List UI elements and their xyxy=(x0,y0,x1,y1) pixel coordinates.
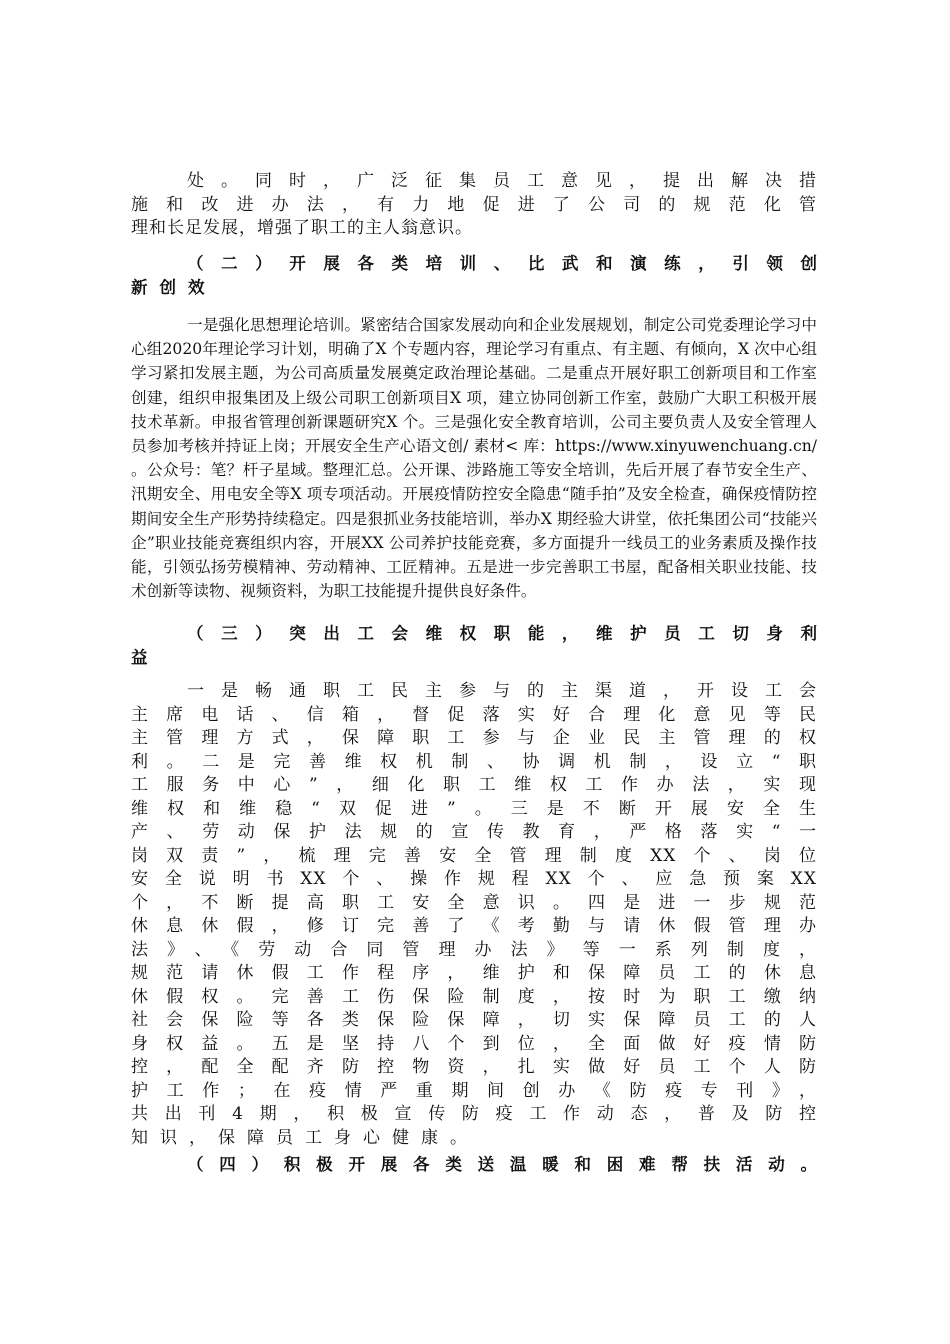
text-line: 主席电话、信箱，督促落实好合理化意见等民 xyxy=(131,704,817,725)
heading-line: 新创效 xyxy=(131,278,217,297)
text-line: 维权和维稳“双促进”。三是不断开展安全生 xyxy=(131,798,817,819)
text-line: 岗双责”，梳理完善安全管理制度XX个、岗位 xyxy=(131,845,817,866)
text-line: 理和长足发展，增强了职工的主人翁意识。 xyxy=(131,218,473,238)
heading-line: （三）突出工会维权职能，维护员工切身利 xyxy=(187,624,817,643)
text-line: 休息休假，修订完善了《考勤与请休假管理办 xyxy=(131,916,817,936)
text-line: 法》、《劳动合同管理办法》等一系列制度， xyxy=(131,939,817,960)
section-heading-4 xyxy=(131,1153,817,1177)
text-line: 主管理方式，保障职工参与企业民主管理的权 xyxy=(131,728,817,748)
document-page xyxy=(131,0,817,1344)
text-line: 安全说明书XX个、操作规程XX个、应急预案XX xyxy=(131,869,817,889)
text-line: 知识，保障员工身心健康。 xyxy=(131,1127,479,1148)
heading-line: （四）积极开展各类送温暖和困难帮扶活动。 xyxy=(187,1155,817,1174)
text-line: 一是畅通职工民主参与的主渠道，开设工会 xyxy=(187,681,817,701)
text-line: 休假权。完善工伤保险制度，按时为职工缴纳 xyxy=(131,986,817,1007)
paragraph-rights xyxy=(131,680,817,1150)
text-line: 工服务中心”，细化职工维权工作办法，实现 xyxy=(131,775,817,795)
text-line: 社会保险等各类保险保障，切实保障员工的人 xyxy=(131,1010,817,1030)
heading-line: （二）开展各类培训、比武和演练，引领创 xyxy=(187,254,817,273)
text-line: 个，不断提高职工安全意识。四是进一步规范 xyxy=(131,892,817,913)
text-line: 施和改进办法，有力地促进了公司的规范化管 xyxy=(131,194,817,215)
text-line: 产、劳动保护法规的宣传教育，严格落实“一 xyxy=(131,822,817,842)
text-line: 身权益。五是坚持八个到位，全面做好疫情防 xyxy=(131,1033,817,1054)
text-line: 护工作；在疫情严重期间创办《防疫专刊》， xyxy=(131,1080,817,1101)
paragraph-training: 一是强化思想理论培训。紧密结合国家发展动向和企业发展规划，制定公司党委理论学习中心组2020年理论学习计划，明确了X 个专题内容，理论学习有重点、有主题、有倾向，X 次中心组学习紧扣发展主题，为公司高质量发展奠定政治理论基础。二是重点开展好职工创新项目和工作室创建，组织申报集团及上级公司职工创新项目X 项，建立协同创新工作室，鼓励广大职工积极开展技术革新。申报省管理创新课题研究X 个。三是强化安全教育培训，公司主要负责人及安全管理人员参加考核并持证上岗；开展安全生产心语文创/ 素材< 库：https://www.xinyuwenchuang.cn/ 。公众号：笔？杆子星域。整理汇总。公开课、涉路施工等安全培训，先后开展了春节安全生产、汛期安全、用电安全等X 项专项活动。开展疫情防控安全隐患“随手拍”及安全检查，确保疫情防控期间安全生产形势持续稳定。四是狠抓业务技能培训，举办X 期经验大讲堂，依托集团公司“技能兴企”职业技能竞赛组织内容，开展XX 公司养护技能竞赛，多方面提升一线员工的业务素质及操作技能，引领弘扬劳模精神、劳动精神、工匠精神。五是进一步完善职工书屋，配备相关职业技能、技术创新等读物、视频资料，为职工技能提升提供良好条件。 xyxy=(131,316,817,601)
heading-line: 益 xyxy=(131,648,148,667)
section-heading-3 xyxy=(131,622,817,670)
text-line: 规范请休假工作程序，维护和保障员工的休息 xyxy=(131,963,817,983)
text-line: 利。二是完善维权机制、协调机制，设立“职 xyxy=(131,751,817,772)
text-line: 共出刊4期，积极宣传防疫工作动态，普及防控 xyxy=(131,1104,817,1124)
paragraph-continuation xyxy=(131,170,817,241)
text-line: 控，配全配齐防控物资，扎实做好员工个人防 xyxy=(131,1057,817,1077)
text-line: 处。同时，广泛征集员工意见，提出解决措 xyxy=(187,171,817,191)
section-heading-2 xyxy=(131,252,817,300)
